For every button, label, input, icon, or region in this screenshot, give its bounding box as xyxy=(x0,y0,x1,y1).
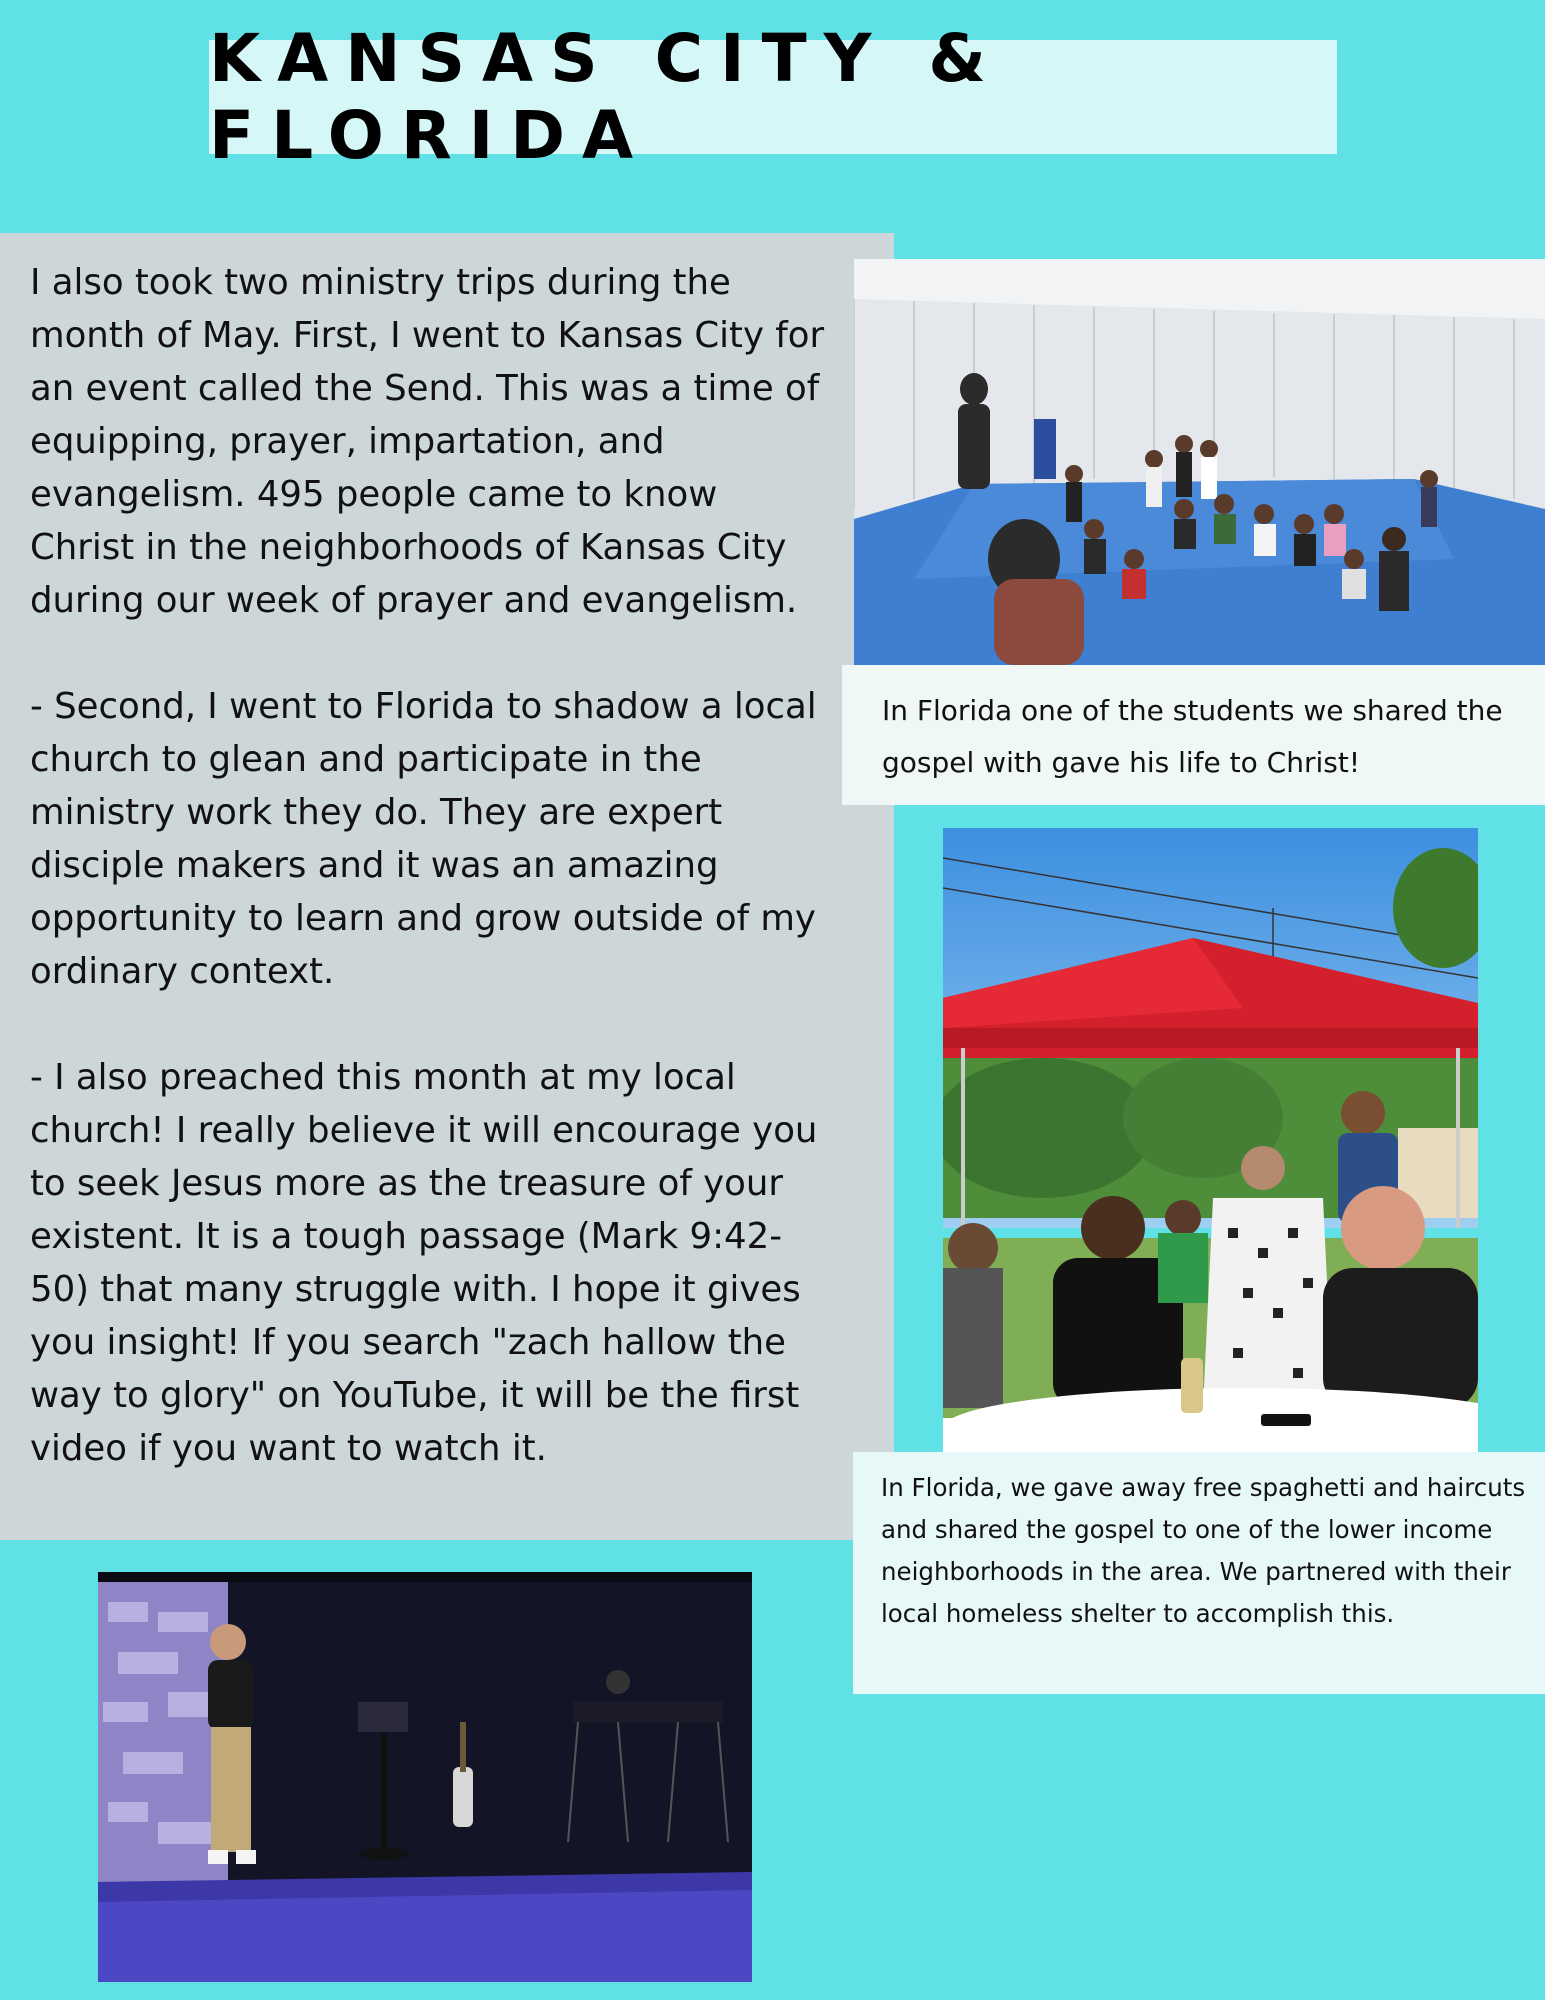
haircut-photo-caption: In Florida, we gave away free spaghetti and haircuts and shared the gospel to one of the lower income neighborhoods in the area. We partnered with their local homeless shelter to accomplish this. xyxy=(853,1452,1545,1694)
title-banner xyxy=(209,20,1337,174)
page-title: KANSAS CITY & FLORIDA xyxy=(209,20,1003,174)
gym-photo xyxy=(854,259,1545,665)
gym-photo-caption: In Florida one of the students we shared the gospel with gave his life to Christ! xyxy=(842,665,1545,805)
haircut-tent-photo xyxy=(943,828,1478,1452)
preaching-stage-photo xyxy=(98,1572,752,1982)
body-text: I also took two ministry trips during the month of May. First, I went to Kansas City for an event called the Send. This was a time of equipping, prayer, impartation, and evangelism. 495 people came to know Christ in the neighborhoods of Kansas City during our week of prayer and evangelism. - Second, I went to Florida to shadow a local church to glean and participate in the ministry work they do. They are expert disciple makers and it was an amazing opportunity to learn and grow outside of my ordinary context. - I also preached this month at my local church! I really believe it will encourage you to seek Jesus more as the treasure of your existent. It is a tough passage (Mark 9:42-50) that many struggle with. I hope it gives you insight! If you search "zach hallow the way to glory" on YouTube, it will be the first video if you want to watch it. xyxy=(30,262,825,1469)
